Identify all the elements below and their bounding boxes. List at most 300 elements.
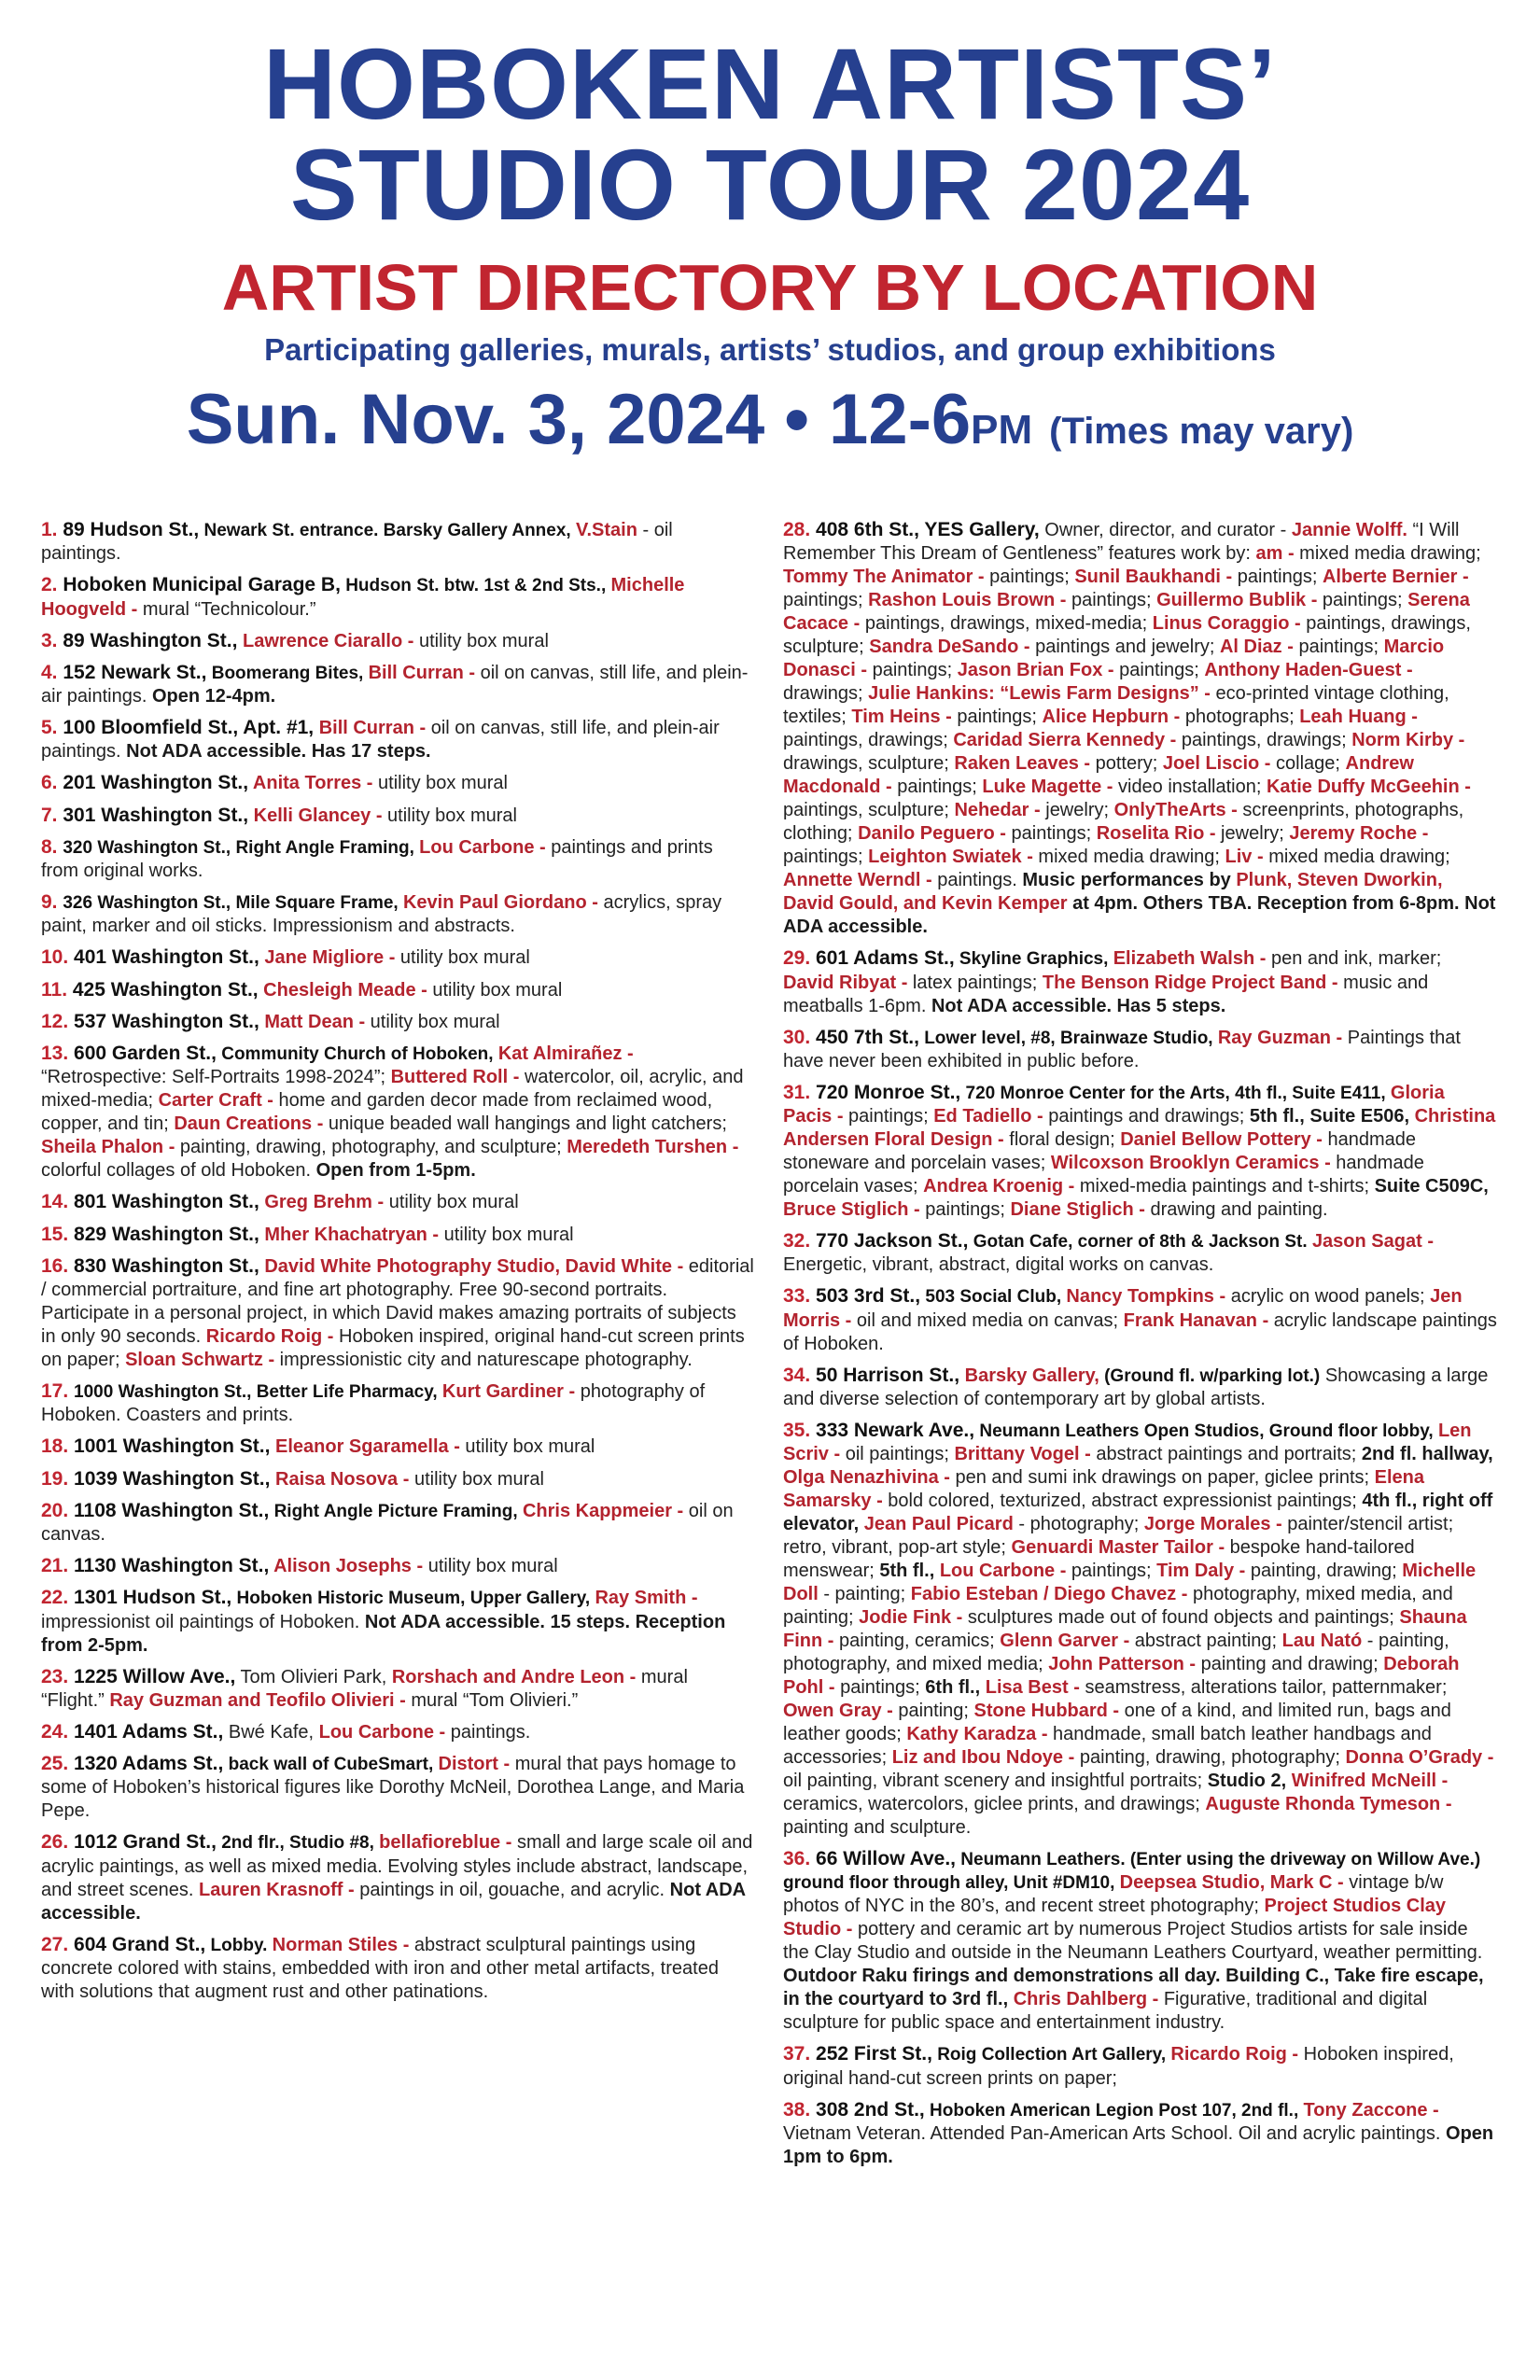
entry-description: collage; [1270, 753, 1346, 775]
entry-address: 1039 Washington St., [74, 1467, 271, 1490]
artist-name: bellafioreblue - [379, 1832, 512, 1854]
entry-number: 20. [41, 1499, 75, 1521]
entry-venue: Hoboken Historic Museum, Upper Gallery, [231, 1589, 595, 1609]
artist-name: OnlyTheArts - [1113, 800, 1238, 821]
artist-name: Ray Smith - [595, 1588, 698, 1609]
entry-description: small and large scale oil and acrylic paintings, as well as mixed media. Evolving styles include abstract, landscape, and street scenes. [41, 1832, 753, 1900]
entry-description: paintings; [834, 1677, 926, 1698]
artist-name: Auguste Rhonda Tymeson - [1205, 1794, 1452, 1814]
entry-note: 6th fl., [925, 1677, 986, 1698]
entry-description: colorful collages of old Hoboken. [41, 1160, 316, 1182]
entry-description: utility box mural [395, 947, 530, 969]
entry-note: Open from 1-5pm. [315, 1160, 476, 1182]
entry-address: 801 Washington St., [74, 1191, 259, 1213]
directory-entry [41, 945, 755, 970]
artist-name: Julie Hankins: “Lewis Farm Designs” - [868, 683, 1211, 705]
entry-address: 401 Washington St., [74, 946, 259, 969]
entry-description: pottery and ceramic art by numerous Project Studios artists for sale inside the Clay Studio and outside in the Neumann Leathers Courtyard, weather permitting. [783, 1919, 1483, 1964]
entry-venue: Skyline Graphics, [954, 949, 1113, 970]
entry-description: handmade porcelain vases; [783, 1153, 1424, 1197]
entry-number: 16. [41, 1254, 75, 1277]
artist-name: V.Stain [575, 520, 637, 540]
entry-venue: Neumann Leathers. (Enter using the driveway on Willow Ave.) ground floor through alley, Unit #DM10, [783, 1850, 1481, 1894]
entry-description: paintings, drawings, mixed-media; [860, 613, 1153, 635]
entry-venue: 1000 Washington St., Better Life Pharmacy, [74, 1382, 442, 1402]
artist-name: Caridad Sierra Kennedy - [953, 730, 1177, 751]
directory-column-right [783, 518, 1497, 2177]
artist-name: Liv - [1225, 847, 1264, 868]
artist-name: Marcio Donasci - [783, 637, 1445, 681]
entry-description: Energetic, vibrant, abstract, digital works on canvas. [783, 1254, 1214, 1276]
artist-name: Jen Morris - [783, 1286, 1463, 1331]
entry-number: 27. [41, 1933, 75, 1955]
entry-description: bold colored, texturized, abstract expressionist paintings; [882, 1491, 1363, 1511]
artist-name: Deborah Pohl - [783, 1654, 1460, 1698]
artist-name: Leah Huang - [1299, 707, 1418, 728]
entry-number: 10. [41, 946, 75, 969]
tagline: Participating galleries, murals, artists’ studios, and group exhibitions [264, 331, 1276, 367]
entry-note: Not ADA accessible. Has 17 steps. [126, 741, 431, 763]
entry-description: acrylics, spray paint, marker and oil sticks. Impressionism and abstracts. [41, 892, 722, 937]
directory-entry [41, 573, 755, 621]
entry-description: paintings; [1005, 823, 1097, 845]
entry-description: - painting; [818, 1584, 911, 1604]
entry-number: 34. [783, 1364, 817, 1386]
entry-description: paintings; [1317, 590, 1408, 611]
artist-name: Owen Gray - [783, 1701, 893, 1721]
entry-description: handmade stoneware and porcelain vases; [783, 1129, 1417, 1173]
artist-name: Matt Dean - [259, 1011, 366, 1032]
entry-description: watercolor, oil, acrylic, and mixed-media; [41, 1067, 744, 1112]
entry-description: one of a kind, and limited run, bags and leather goods; [783, 1701, 1451, 1744]
artist-name: The Benson Ridge Project Band - [1042, 972, 1338, 993]
entry-note: Music performances by [1022, 870, 1237, 891]
entry-address: 1301 Hudson St., [74, 1587, 232, 1609]
entry-description: oil on canvas. [41, 1500, 734, 1545]
artist-name: Jodie Fink - [859, 1607, 963, 1628]
entry-description: bespoke hand-tailored menswear; [783, 1537, 1415, 1581]
entry-description: utility box mural [372, 773, 508, 794]
entry-address: 89 Hudson St., [63, 519, 200, 540]
entry-note: Open 12-4pm. [151, 686, 276, 707]
artist-name: Tim Heins - [851, 707, 952, 728]
entry-description: sculptures made out of found objects and paintings; [962, 1607, 1400, 1628]
artist-name: Jorge Morales - [1143, 1514, 1282, 1534]
artist-name: Anthony Haden-Guest - [1204, 660, 1413, 681]
directory-entry [41, 1586, 755, 1657]
entry-description: paintings; [1293, 637, 1384, 658]
entry-number: 29. [783, 947, 817, 970]
artist-name: Deepsea Studio, Mark C - [1119, 1872, 1344, 1894]
entry-description: mixed-media paintings and t-shirts; [1074, 1176, 1375, 1197]
entry-note: 4th fl., right off elevator, [783, 1491, 1493, 1534]
entry-description: photography of Hoboken. Coasters and prints. [41, 1381, 706, 1426]
entry-address: 301 Washington St., [63, 804, 249, 826]
entry-description: oil and mixed media on canvas; [851, 1309, 1124, 1331]
artist-name: David White Photography Studio, David White - [259, 1255, 684, 1277]
entry-description: editorial / commercial portraiture, and fine art photography. Free 90-second portraits. Participate in a personal project, in which David makes amazing portraits of subjects in only 90 seconds. [41, 1255, 754, 1347]
entry-description: utility box mural [365, 1011, 500, 1032]
directory-entry [41, 1499, 755, 1547]
entry-description: unique beaded wall hangings and light catchers; [323, 1113, 727, 1135]
entry-description: painting, drawing, photography, and sculpture; [175, 1137, 567, 1158]
entry-description: utility box mural [459, 1436, 595, 1458]
entry-address: 66 Willow Ave., [816, 1848, 956, 1869]
entry-venue: Neumann Leathers Open Studios, Ground floor lobby, [974, 1421, 1438, 1441]
entry-description: paintings, drawings; [1176, 730, 1352, 751]
entry-description: acrylic landscape paintings of Hoboken. [783, 1309, 1497, 1354]
artist-name: Genuardi Master Tailor - [1011, 1537, 1225, 1558]
event-date [0, 379, 1540, 459]
artist-name: Rashon Louis Brown - [868, 590, 1067, 611]
entry-number: 14. [41, 1191, 75, 1213]
entry-description: mural that pays homage to some of Hoboken’s historical figures like Dorothy McNeil, Dorothea Lange, and Maria Pepe. [41, 1754, 745, 1822]
artist-name: Bill Curran - [314, 718, 427, 738]
entry-description: painting and sculpture. [783, 1817, 972, 1838]
entry-venue: 503 Social Club, [920, 1287, 1067, 1308]
entry-description: paintings; [783, 590, 869, 611]
entry-note: at 4pm. Others TBA. Reception from 6-8pm. Not ADA accessible. [783, 893, 1496, 938]
entry-number: 13. [41, 1043, 75, 1064]
directory-entry [41, 629, 755, 653]
entry-number: 19. [41, 1467, 75, 1490]
entry-description: mural “Tom Olivieri.” [405, 1689, 579, 1711]
entry-number: 38. [783, 2098, 817, 2121]
entry-description: paintings; [783, 847, 869, 868]
entry-description: eco-printed vintage clothing, textiles; [783, 683, 1449, 728]
directory-entry [783, 518, 1497, 939]
artist-name: Elizabeth Walsh - [1113, 948, 1267, 970]
entry-address: 89 Washington St., [63, 629, 238, 651]
entry-address: 1401 Adams St., [74, 1720, 224, 1743]
entry-description: paintings and prints from original works. [41, 836, 713, 881]
entry-venue: Right Angle Picture Framing, [269, 1501, 523, 1521]
artist-name: Danilo Peguero - [858, 823, 1006, 845]
entry-description: - painting, photography, and mixed media; [783, 1631, 1449, 1674]
entry-number: 28. [783, 519, 817, 540]
entry-description: mixed media drawing; [1294, 543, 1481, 565]
entry-note: Not ADA accessible. 15 steps. Reception from 2-5pm. [41, 1611, 726, 1656]
artist-name: Lisa Best - [985, 1677, 1080, 1698]
entry-description: abstract sculptural paintings using concrete colored with stains, embedded with iron and other metal artifacts, treated with solutions that augment rust and other patinations. [41, 1934, 719, 2002]
entry-description: paintings; [1113, 660, 1205, 681]
entry-number: 15. [41, 1223, 75, 1245]
artist-name: Brittany Vogel - [954, 1444, 1091, 1464]
artist-name: Michelle Doll [783, 1561, 1477, 1604]
directory-entry [41, 1042, 755, 1183]
entry-description: oil paintings; [840, 1444, 955, 1464]
entry-venue: (Ground fl. w/parking lot.) [1099, 1365, 1321, 1386]
entry-description: latex paintings; [907, 972, 1043, 993]
entry-number: 36. [783, 1848, 817, 1869]
directory-entry [41, 716, 755, 763]
artist-name: Shauna Finn - [783, 1607, 1467, 1651]
entry-address: 1225 Willow Ave., [74, 1665, 236, 1687]
entry-address: Hoboken Municipal Garage B, [63, 574, 341, 596]
entry-address: 408 6th St., YES Gallery, [816, 519, 1040, 540]
entry-note: 2nd fl. hallway, [1361, 1444, 1493, 1464]
directory-entry [41, 1933, 755, 2004]
entry-number: 22. [41, 1587, 75, 1609]
directory-entry [41, 661, 755, 708]
artist-name: Nancy Tompkins - [1066, 1286, 1226, 1308]
entry-description: pottery; [1090, 753, 1163, 775]
artist-name: Meredeth Turshen - [567, 1137, 739, 1158]
entry-description: abstract painting; [1129, 1631, 1282, 1651]
artist-name: Diane Stiglich - [1010, 1199, 1145, 1220]
entry-description: photographs; [1180, 707, 1300, 728]
entry-number: 33. [783, 1285, 817, 1308]
entry-description: home and garden decor made from reclaimed wood, copper, and tin; [41, 1090, 713, 1135]
artist-name: Jannie Wolff. [1291, 520, 1407, 540]
entry-number: 5. [41, 717, 63, 738]
directory-entry [41, 804, 755, 828]
artist-name: Chesleigh Meade - [258, 979, 427, 1001]
entry-note: Studio 2, [1207, 1771, 1292, 1791]
artist-name: Kevin Paul Giordano - [402, 892, 598, 913]
entry-note: 5th fl., Suite E506, [1249, 1106, 1415, 1127]
entry-description: floral design; [1003, 1129, 1121, 1150]
artist-name: Kurt Gardiner - [441, 1381, 576, 1402]
artist-name: Leighton Swiatek - [868, 847, 1033, 868]
entry-number: 35. [783, 1419, 817, 1441]
entry-description: seamstress, alterations tailor, patternmaker; [1079, 1677, 1448, 1698]
entry-description: drawings; [783, 683, 869, 705]
artist-name: Nehedar - [954, 800, 1041, 821]
entry-description: painting, drawing, photography; [1074, 1747, 1346, 1768]
entry-description: Owner, director, and curator - [1039, 520, 1292, 540]
directory-entry [783, 1364, 1497, 1411]
directory-entry [41, 978, 755, 1002]
artist-name: Al Diaz - [1219, 637, 1294, 658]
artist-name: Kat Almirañez - [497, 1043, 634, 1064]
entry-address: 537 Washington St., [74, 1010, 259, 1032]
artist-name: Annette Werndl - [783, 870, 932, 891]
artist-name: Greg Brehm - [259, 1192, 385, 1213]
artist-name: Alberte Bernier - [1322, 567, 1469, 588]
entry-venue: Gotan Cafe, corner of 8th & Jackson St. [968, 1232, 1312, 1252]
artist-name: Andrea Kroenig - [923, 1176, 1075, 1197]
artist-name: Jason Sagat - [1311, 1231, 1434, 1252]
artist-name: Mher Khachatryan - [259, 1224, 440, 1245]
pm-text: PM [971, 406, 1033, 453]
artist-name: Eleanor Sgaramella - [270, 1436, 460, 1458]
directory-entry [783, 1229, 1497, 1277]
entry-venue: back wall of CubeSmart, [223, 1755, 439, 1774]
artist-name: Sandra DeSando - [869, 637, 1030, 658]
entry-description: paintings; [951, 707, 1043, 728]
entry-address: 152 Newark St., [63, 661, 207, 683]
entry-description: jewelry; [1040, 800, 1114, 821]
entry-venue: Hoboken American Legion Post 107, 2nd fl., [924, 2100, 1304, 2121]
entry-description: Paintings that have never been exhibited in public before. [783, 1027, 1461, 1071]
artist-name: Lou Carbone - [419, 836, 546, 858]
artist-name: Gloria Pacis - [783, 1082, 1445, 1127]
subtitle: ARTIST DIRECTORY BY LOCATION [221, 251, 1319, 324]
artist-name: David Ribyat - [783, 972, 908, 993]
entry-description: Showcasing a large and diverse selection of contemporary art by global artists. [783, 1365, 1489, 1409]
entry-address: 720 Monroe St., [816, 1081, 961, 1103]
entry-description: painting; [892, 1701, 974, 1721]
artist-name: Jason Brian Fox - [957, 660, 1114, 681]
title-line-2: STUDIO TOUR 2024 [289, 128, 1251, 241]
header [0, 0, 1540, 459]
entry-description: impressionistic city and naturescape photography. [274, 1350, 693, 1370]
directory-entry [41, 1254, 755, 1372]
artist-name: Rorshach and Andre Leon - [391, 1666, 637, 1687]
artist-name: Winifred McNeill - [1291, 1771, 1449, 1791]
entry-number: 26. [41, 1831, 75, 1854]
entry-description: music and meatballs 1-6pm. [783, 972, 1429, 1016]
entry-description: ceramics, watercolors, giclee prints, and drawings; [783, 1794, 1206, 1814]
artist-name: Ricardo Roig - [1170, 2044, 1299, 2065]
entry-note: Outdoor Raku firings and demonstrations all day. Building C., Take fire escape, in the courtyard to 3rd fl., [783, 1966, 1484, 2010]
artist-name: Frank Hanavan - [1123, 1309, 1269, 1331]
artist-name: Project Studios Clay Studio - [783, 1896, 1447, 1940]
entry-description: pen and sumi ink drawings on paper, giclee prints; [949, 1467, 1375, 1488]
artist-name: Christina Andersen Floral Design - [783, 1106, 1496, 1150]
entry-description: paintings; [891, 777, 983, 798]
entry-description: paintings; [984, 567, 1075, 588]
artist-name: Chris Kappmeier - [522, 1500, 684, 1521]
entry-address: 252 First St., [816, 2043, 932, 2065]
entry-venue: Roig Collection Art Gallery, [931, 2045, 1171, 2065]
artist-name: Alison Josephs - [269, 1556, 424, 1576]
artist-name: Luke Magette - [982, 777, 1113, 798]
artist-name: Donna O’Grady - [1345, 1747, 1494, 1768]
entry-description: Figurative, traditional and digital sculpture for public space and entertainment industry. [783, 1989, 1428, 2034]
directory-entry [41, 1223, 755, 1247]
entry-description: utility box mural [382, 805, 517, 826]
artist-name: Buttered Roll - [390, 1067, 520, 1088]
artist-name: Andrew Macdonald - [783, 753, 1414, 798]
artist-name: Lou Carbone - [318, 1721, 446, 1743]
artist-name: Elena Samarsky - [783, 1467, 1425, 1511]
entry-venue: 720 Monroe Center for the Arts, 4th fl., Suite E411, [960, 1083, 1391, 1103]
artist-name: Jean Paul Picard [863, 1514, 1014, 1534]
artist-name: Linus Coraggio - [1152, 613, 1301, 635]
entry-venue: 326 Washington St., Mile Square Frame, [63, 893, 403, 913]
entry-venue: Hudson St. btw. 1st & 2nd Sts., [340, 576, 611, 596]
entry-note: Suite C509C, [1374, 1176, 1489, 1197]
entry-address: 1012 Grand St., [74, 1831, 217, 1854]
entry-description: painter/stencil artist; retro, vibrant, pop-art style; [783, 1514, 1454, 1558]
artist-name: Lawrence Ciarallo - [237, 630, 414, 651]
entry-description: paintings; [867, 660, 958, 681]
entry-number: 18. [41, 1435, 75, 1458]
entry-description: paintings and jewelry; [1029, 637, 1220, 658]
entry-description: - photography; [1013, 1514, 1144, 1534]
entry-number: 21. [41, 1555, 75, 1576]
directory-entry [41, 1467, 755, 1491]
entry-description: paintings; [1066, 1561, 1157, 1581]
entry-number: 31. [783, 1081, 817, 1103]
artist-name: Bruce Stiglich - [783, 1199, 920, 1220]
artist-name: Glenn Garver - [1000, 1631, 1130, 1651]
entry-description: abstract paintings and portraits; [1090, 1444, 1362, 1464]
entry-description: photography, mixed media, and painting; [783, 1584, 1453, 1628]
directory-entry [41, 518, 755, 566]
artist-name: Carter Craft - [158, 1090, 273, 1112]
entry-description: Hoboken inspired, original hand-cut screen prints on paper; [41, 1326, 745, 1370]
entry-number: 2. [41, 574, 63, 596]
directory-entry [783, 1284, 1497, 1355]
entry-address: 1320 Adams St., [74, 1753, 224, 1774]
entry-number: 3. [41, 629, 63, 651]
entry-description: painting, drawing; [1245, 1561, 1403, 1581]
directory-entry [41, 1752, 755, 1823]
artist-name: Jeremy Roche - [1289, 823, 1429, 845]
artist-name: Ray Guzman and Teofilo Olivieri - [109, 1689, 406, 1711]
entry-description: handmade, small batch leather handbags and accessories; [783, 1724, 1432, 1768]
entry-note: Open 1pm to 6pm. [783, 2122, 1494, 2167]
entry-description: oil on canvas, still life, and plein-air paintings. [41, 662, 749, 707]
entry-address: 333 Newark Ave., [816, 1419, 975, 1441]
entry-description: oil painting, vibrant scenery and insightful portraits; [783, 1771, 1208, 1791]
entry-note: Not ADA accessible. [41, 1879, 746, 1924]
entry-number: 37. [783, 2043, 817, 2065]
entry-address: 600 Garden St., [74, 1043, 217, 1064]
entry-number: 32. [783, 1230, 817, 1252]
artist-name: Bill Curran - [368, 662, 476, 683]
entry-description: mural “Flight.” [41, 1666, 688, 1711]
artist-name: Plunk, Steven Dworkin, David Gould, and Kevin Kemper [783, 870, 1443, 915]
entry-number: 9. [41, 891, 63, 913]
entry-address: 201 Washington St., [63, 772, 249, 794]
entry-address: 770 Jackson St., [816, 1230, 969, 1252]
artist-name: am - [1255, 543, 1295, 565]
entry-note: Not ADA accessible. Has 5 steps. [931, 995, 1226, 1016]
entry-description: paintings, drawings; [783, 730, 954, 751]
artist-name: Len Scriv - [783, 1420, 1472, 1464]
entry-description: pen and ink, marker; [1266, 948, 1442, 970]
entry-address: 503 3rd St., [816, 1285, 921, 1308]
entry-venue: Boomerang Bites, [206, 663, 369, 683]
entry-description: paintings in oil, gouache, and acrylic. [354, 1879, 670, 1900]
entry-venue: Newark St. entrance. Barsky Gallery Annex, [199, 521, 576, 540]
artist-name: Ricardo Roig - [205, 1326, 334, 1347]
entry-description: screenprints, photographs, clothing; [783, 800, 1464, 845]
artist-name: Wilcoxson Brooklyn Ceramics - [1050, 1153, 1331, 1173]
artist-name: Serena Cacace - [783, 590, 1470, 635]
entry-address: 604 Grand St., [74, 1933, 206, 1955]
entry-description: painting, ceramics; [833, 1631, 1001, 1651]
directory-entry [41, 1435, 755, 1459]
entry-number: 11. [41, 978, 73, 1001]
directory-entry [41, 1190, 755, 1214]
entry-number: 8. [41, 835, 63, 858]
entry-venue: 2nd flr., Studio #8, [216, 1833, 380, 1854]
entry-description: utility box mural [384, 1192, 519, 1213]
directory-column-left [41, 518, 755, 2011]
entry-description: utility box mural [413, 630, 549, 651]
entry-description: Bwé Kafe, [223, 1721, 319, 1743]
entry-venue: Lower level, #8, Brainwaze Studio, [918, 1028, 1218, 1048]
directory-entry [41, 771, 755, 795]
entry-number: 4. [41, 661, 63, 683]
entry-description: drawings, sculpture; [783, 753, 955, 775]
entry-description: utility box mural [409, 1468, 544, 1490]
artist-name: Lauren Krasnoff - [198, 1879, 355, 1900]
entry-address: 308 2nd St., [816, 2098, 925, 2121]
entry-number: 23. [41, 1665, 75, 1687]
entry-description: paintings; [1066, 590, 1157, 611]
artist-name: Roselita Rio - [1096, 823, 1216, 845]
artist-name: Barsky Gallery, [959, 1365, 1099, 1386]
entry-description: paintings, sculpture; [783, 800, 955, 821]
entry-description: “I Will Remember This Dream of Gentleness” features work by: [783, 520, 1460, 565]
entry-description: paintings; [919, 1199, 1011, 1220]
